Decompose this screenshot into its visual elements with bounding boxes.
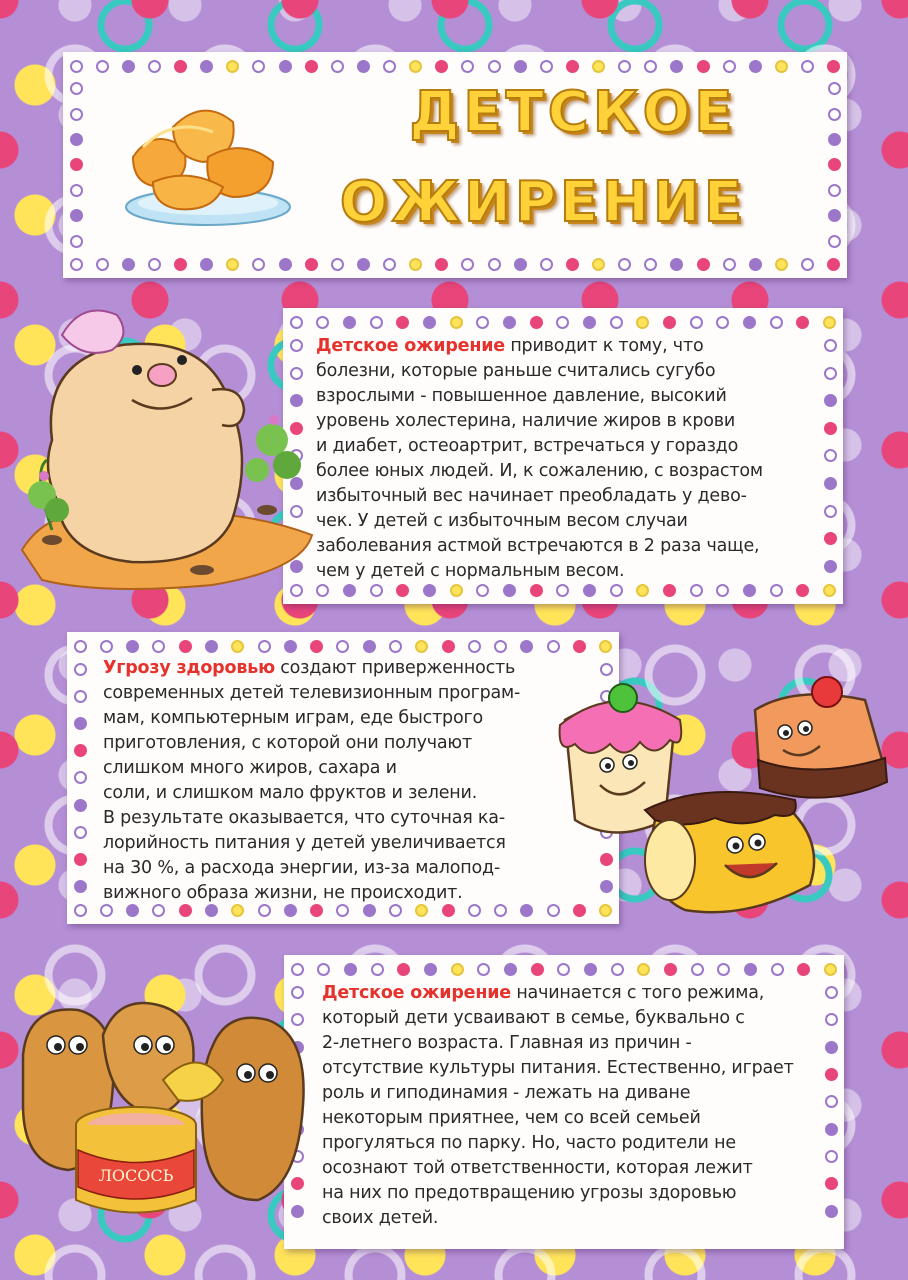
potato-family-icon — [8, 995, 328, 1235]
section-2-panel — [67, 632, 619, 924]
pastry-plate-icon — [113, 87, 293, 237]
section-1-highlight: Детское ожирение — [316, 336, 505, 356]
section-3-text: Детское ожирение начинается с того режима, который дети усваивают в семье, буквально с 2-летнего возраста. Главная из причин - отсутствие культуры питания. Естественно, играет роль и гиподинамия - лежать на диване некоторым приятнее, чем со всей семьей прогуляться по парку. Но, часто родители не осознают той ответственности, которая лежит на них по предотвращению угрозы здоровью своих детей. — [322, 983, 794, 1228]
section-3-panel — [284, 955, 844, 1249]
potato-character-icon — [12, 300, 322, 600]
header-panel — [63, 52, 847, 278]
page-title-line1: ДЕТСКОЕ — [409, 80, 737, 145]
cakes-characters-icon — [545, 670, 905, 930]
section-3-highlight: Детское ожирение — [322, 983, 511, 1003]
section-2-text: Угрозу здоровью создают приверженность современных детей телевизионным програм- мам, компьютерным играм, еде быстрого приготовления, с которой они получают слишком много жиров, сахара и соли, и слишком мало фруктов и зелени. В результате оказывается, что суточная ка- лорийность питания у детей увеличивается на 30 %, а расхода энергии, из-за малопод- вижного образа жизни, не происходит. — [103, 658, 521, 903]
section-1-panel — [283, 308, 843, 604]
can-label: ЛОСОСЬ — [98, 1166, 174, 1185]
page-title-line2: ОЖИРЕНИЕ — [339, 170, 747, 235]
section-1-text: Детское ожирение приводит к тому, что болезни, которые раньше считались сугубо взрослыми - повышенное давление, высокий уровень холестерина, наличие жиров в крови и диабет, остеоартрит, встречаться у гораздо более юных людей. И, к сожалению, с возрастом избыточный вес начинает преобладать у дево- чек. У детей с избыточным весом случаи заболевания астмой встречаются в 2 раза чаще, чем у детей с нормальным весом. — [316, 336, 763, 581]
section-2-highlight: Угрозу здоровью — [103, 658, 275, 678]
